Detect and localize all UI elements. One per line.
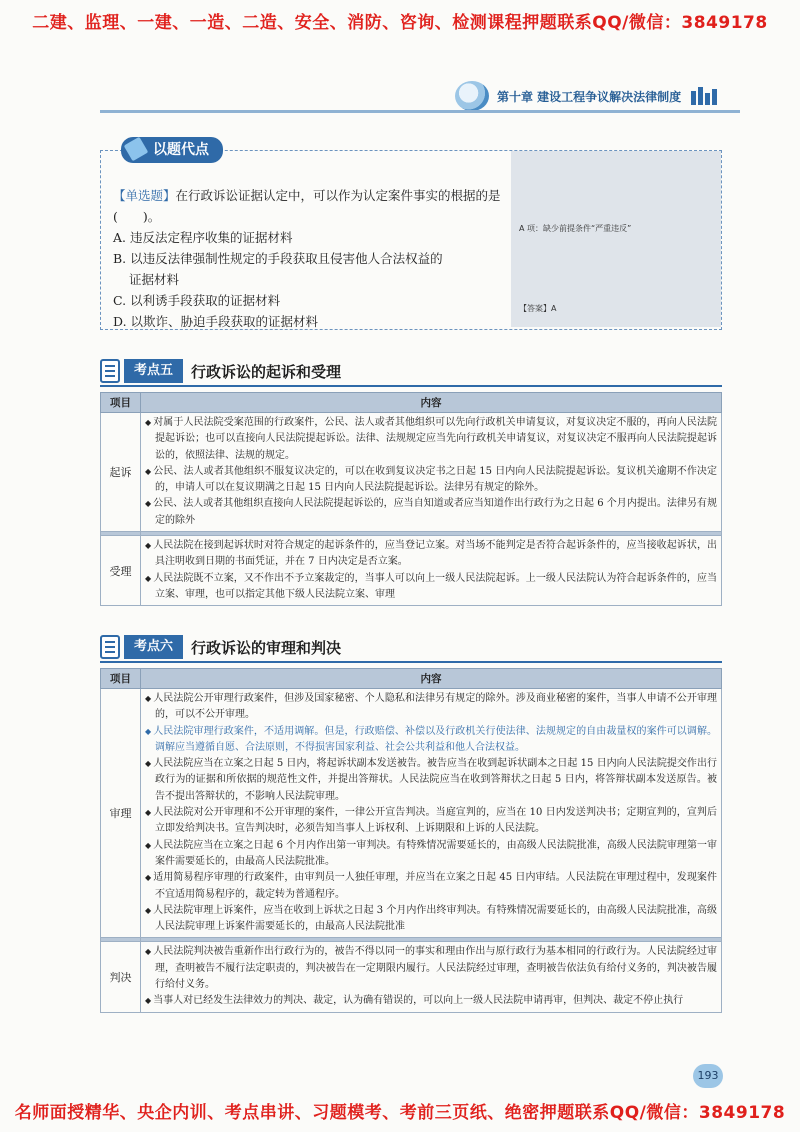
page-number: 193 [693,1064,723,1088]
answer-side-panel [511,151,721,327]
section6-tag: 考点六 [124,635,183,659]
col-item-header: 项目 [101,669,141,689]
section5-rule [100,385,722,387]
table-row [101,413,722,532]
option-d: D. 以欺诈、胁迫手段获取的证据材料 [113,314,319,329]
side-note: A 项：缺少前提条件“严重违反” [519,224,632,233]
table-row [101,536,722,606]
bullet-point: ◆ 人民法院应当在立案之日起 5 日内，将起诉状副本发送被告。被告应当在收到起诉状副本之日起 15 日内向人民法院提交作出行政行为的证据和所依据的规范性文件，并提出答辩状。人民法院应当在收到答辩状之日起 5 日内，将答辩状副本发送原告。被告不提出答辩状的，不影响人民法院审理。 [145,756,717,805]
example-box [100,142,722,330]
row-content [141,689,722,938]
bullet-point: ◆ 公民、法人或者其他组织直接向人民法院提起诉讼的，应当自知道或者应当知道作出行政行为之日起 6 个月内提出。法律另有规定的除外 [145,496,717,529]
document-icon [100,635,120,659]
row-category: 起诉 [101,413,141,532]
row-content [141,536,722,606]
option-b: B. 以违反法律强制性规定的手段获取且侵害他人合法权益的 [113,251,443,266]
chapter-title: 第十章 建设工程争议解决法律制度 [497,89,682,104]
table-header [101,669,722,689]
col-content-header: 内容 [141,393,722,413]
section6-table [100,668,722,1013]
question-text: 在行政诉讼证据认定中，可以作为认定案件事实的根据的是( )。 [113,188,501,224]
section6-rule [100,661,722,663]
bullet-point: ◆ 适用简易程序审理的行政案件，由审判员一人独任审理，并应当在立案之日起 45 日内审结。人民法院在审理过程中，发现案件不宜适用简易程序的，裁定转为普通程序。 [145,870,717,903]
bullet-point: ◆ 人民法院应当在立案之日起 6 个月内作出第一审判决。有特殊情况需要延长的，由高级人民法院批准，高级人民法院审理第一审案件需要延长的，由最高人民法院批准。 [145,838,717,871]
row-content [141,942,722,1012]
question [113,185,513,332]
bullet-point: ◆ 对属于人民法院受案范围的行政案件，公民、法人或者其他组织可以先向行政机关申请复议，对复议决定不服的，再向人民法院提起诉讼；也可以直接向人民法院提起诉讼。法律、法规规定应当先向行政机关申请复议，对复议决定不服再向人民法院提起诉讼的，依照法律、法规的规定。 [145,415,717,464]
bullet-point: ◆ 人民法院在接到起诉状时对符合规定的起诉条件的，应当登记立案。对当场不能判定是否符合起诉条件的，应当接收起诉状，出具注明收到日期的书面凭证，并在 7 日内决定是否立案。 [145,538,717,571]
option-c: C. 以利诱手段获取的证据材料 [113,293,281,308]
section5-tag: 考点五 [124,359,183,383]
bullet-point: ◆ 人民法院审理上诉案件，应当在收到上诉状之日起 3 个月内作出终审判决。有特殊情况需要延长的，由高级人民法院批准，高级人民法院审理上诉案件需要延长的，由最高人民法院批准 [145,903,717,936]
promo-banner-bottom: 名师面授精华、央企内训、考点串讲、习题模考、考前三页纸、绝密押题联系QQ/微信：3849178 [14,1103,786,1123]
row-category: 受理 [101,536,141,606]
row-category: 审理 [101,689,141,938]
option-a: A. 违反法定程序收集的证据材料 [113,230,293,245]
bullet-point: ◆ 人民法院既不立案，又不作出不予立案裁定的，当事人可以向上一级人民法院起诉。上一级人民法院认为符合起诉条件的，应当立案、审理，也可以指定其他下级人民法院立案、审理 [145,571,717,604]
promo-banner-top: 二建、监理、一建、一造、二造、安全、消防、咨询、检测课程押题联系QQ/微信：3849178 [32,13,768,33]
bullet-point: ◆ 当事人对已经发生法律效力的判决、裁定，认为确有错误的，可以向上一级人民法院申请再审，但判决、裁定不停止执行 [145,993,717,1009]
table-header [101,393,722,413]
table-row [101,942,722,1012]
section5-title: 行政诉讼的起诉和受理 [191,362,342,381]
bullet-point-highlight: ◆ 人民法院审理行政案件，不适用调解。但是，行政赔偿、补偿以及行政机关行使法律、法规规定的自由裁量权的案件可以调解。调解应当遵循自愿、合法原则，不得损害国家利益、社会公共利益和他人合法权益。 [145,724,717,757]
pencil-icon [124,137,149,162]
bullet-point: ◆ 人民法院判决被告重新作出行政行为的，被告不得以同一的事实和理由作出与原行政行为基本相同的行政行为。人民法院经过审理，查明被告不履行法定职责的，判决被告在一定期限内履行。人民法院经过审理，查明被告依法负有给付义务的，判决被告履行给付义务。 [145,944,717,993]
example-tag [121,137,223,163]
option-b-continued: 证据材料 [129,272,180,287]
row-category: 判决 [101,942,141,1012]
bullet-point: ◆ 人民法院对公开审理和不公开审理的案件，一律公开宣告判决。当庭宣判的，应当在 10 日内发送判决书；定期宣判的，宣判后立即发给判决书。宣告判决时，必须告知当事人上诉权利、上诉期限和上诉的人民法院。 [145,805,717,838]
bullet-point: ◆ 人民法院公开审理行政案件，但涉及国家秘密、个人隐私和法律另有规定的除外。涉及商业秘密的案件，当事人申请不公开审理的，可以不公开审理。 [145,691,717,724]
col-item-header: 项目 [101,393,141,413]
mascot-icon [455,81,489,111]
table-row [101,689,722,938]
header-rule [100,110,740,113]
bullet-point: ◆ 公民、法人或者其他组织不服复议决定的，可以在收到复议决定书之日起 15 日内向人民法院提起诉讼。复议机关逾期不作决定的，申请人可以在复议期满之日起 15 日内向人民法院提起诉讼。法律另有规定的除外。 [145,464,717,497]
books-icon [691,87,717,105]
chapter-header [455,82,740,110]
section6-heading [100,634,341,660]
document-icon [100,359,120,383]
col-content-header: 内容 [141,669,722,689]
example-tag-label: 以题代点 [153,142,209,158]
question-type-label: 【单选题】 [113,188,176,203]
section5-table [100,392,722,606]
section6-title: 行政诉讼的审理和判决 [191,638,342,657]
question-stem [113,185,513,227]
section5-heading [100,358,341,384]
answer: 【答案】A [519,304,557,313]
row-content [141,413,722,532]
